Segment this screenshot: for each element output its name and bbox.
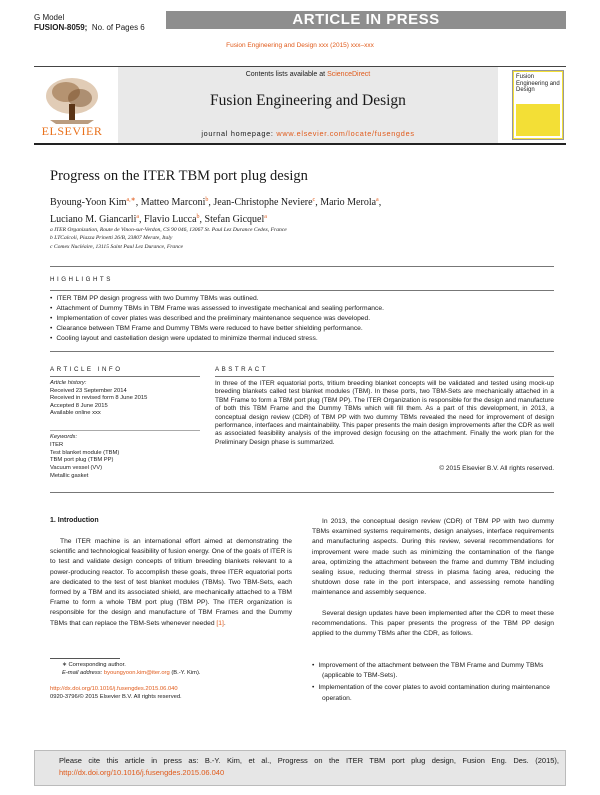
keyword: Test blanket module (TBM) xyxy=(50,449,120,456)
email-suffix: (B.-Y. Kim). xyxy=(169,670,201,677)
journal-cover-title: Fusion Engineering and Design xyxy=(516,74,560,93)
journal-title: Fusion Engineering and Design xyxy=(210,92,406,109)
abstract-text: In three of the ITER equatorial ports, tritium breeding blanket concepts will be validated and tested using mock-up breeding blankets called test blanket modules (TBM). In these ports, two TBM-Sets are mechanically attached in a TBM Frame to form a TBM port plug (TBM PP). The ITER Organization is responsible for the design and manufacture of both this TBM Frame and the Dummy TBMs which will fill them. As a part of this development, in 2013, a conceptual design review (CDR) of TBM PP with two dummy TBMs revealed the need for improvement of design performance, interfaces and maintainability. This paper presents the main design improvements after the CDR as well as associated feasibility analysis of the improved design focusing on the attachment. Finally the work plan for the Preliminary Design phase is summarized. xyxy=(215,380,554,446)
section-heading: 1. Introduction xyxy=(50,517,99,524)
history-item: Accepted 8 June 2015 xyxy=(50,402,108,409)
article-history xyxy=(50,380,200,418)
author-affil[interactable]: c xyxy=(312,197,316,203)
history-item: Received in revised form 8 June 2015 xyxy=(50,395,148,402)
updates-paragraph: Several design updates have been implemented after the CDR to meet these recommendations. This paper presents the progress of the TBM PP design applied to the dummy TBMs after the CDR, as follows. xyxy=(312,610,554,638)
history-item: Available online xxx xyxy=(50,410,101,417)
elsevier-wordmark: ELSEVIER xyxy=(41,124,103,138)
affiliations xyxy=(50,226,510,251)
homepage-prefix: journal homepage: xyxy=(201,129,277,138)
abstract-rule xyxy=(215,376,554,377)
keyword: ITER xyxy=(50,441,64,448)
affiliation: c Comex Nucléaire, 13115 Saint Paul Lez Durance, France xyxy=(50,243,183,250)
keyword: Vacuum vessel (VV) xyxy=(50,465,103,472)
abstract-copyright: © 2015 Elsevier B.V. All rights reserved. xyxy=(439,465,554,472)
author-name[interactable]: Luciano M. Giancarli xyxy=(50,214,137,225)
affiliation: b LTCalcoli, Piazza Prinetti 26/B, 23807 Merate, Italy xyxy=(50,235,173,242)
highlights-list xyxy=(50,294,550,344)
abstract-heading: ABSTRACT xyxy=(215,366,269,373)
keyword: Metallic gasket xyxy=(50,472,89,479)
author-name[interactable]: Mario Merola xyxy=(320,197,377,208)
improvement-item: • Improvement of the attachment between the TBM Frame and Dummy TBMs (applicable to TBM-Sets). xyxy=(312,661,554,681)
page-count: No. of Pages 6 xyxy=(91,23,145,32)
highlight-item: • Attachment of Dummy TBMs in TBM Frame was assessed to investigate mechanical and sealing performance. xyxy=(50,304,550,314)
highlights-rule-top xyxy=(50,266,554,267)
doi-link[interactable]: http://dx.doi.org/10.1016/j.fusengdes.2015.06.040 xyxy=(50,686,178,692)
authors-line-2: Luciano M. Giancarli$^a$, Flavio Lucca$^b$, Stefan Gicquel$^a$ xyxy=(50,214,267,225)
author-name[interactable]: Jean-Christophe Neviere xyxy=(213,197,313,208)
keyword: TBM port plug (TBM PP) xyxy=(50,457,114,464)
author-name[interactable]: Stefan Gicquel xyxy=(204,214,265,225)
manuscript-info xyxy=(34,13,145,33)
email-link[interactable]: byoungyoon.kim@iter.org xyxy=(103,670,170,677)
authors-line-1: Byoung-Yoon Kim$^{a,∗}$, Matteo Marconi$^b$, Jean-Christophe Neviere$^c$, Mario Merola$^a$, xyxy=(50,197,382,208)
cite-text: Please cite this article in press as: B.-Y. Kim, et al., Progress on the ITER TBM port plug design, Fusion Eng. Des. (2015), xyxy=(59,756,559,765)
highlight-item: • Cooling layout and castellation design were updated to minimize thermal induced stress. xyxy=(50,334,550,344)
author-affil[interactable]: a xyxy=(264,214,267,220)
issn-copyright: 0920-3796/© 2015 Elsevier B.V. All rights reserved. xyxy=(50,694,182,701)
author-affil[interactable]: a,∗ xyxy=(126,197,136,203)
highlights-rule-bottom xyxy=(50,351,554,352)
contents-available-line xyxy=(118,71,498,78)
author-affil[interactable]: a xyxy=(376,197,379,203)
article-in-press-banner: ARTICLE IN PRESS xyxy=(166,11,566,29)
journal-reference[interactable]: Fusion Engineering and Design xxx (2015) xxx–xxx xyxy=(226,42,374,49)
author-affil[interactable]: b xyxy=(196,214,200,220)
doi-block xyxy=(50,685,300,702)
history-item: Received 23 September 2014 xyxy=(50,387,127,394)
intro-text: The ITER machine is an international effort aimed at demonstrating the scientific and technological feasibility of fusion energy. One of the goals of ITER is to test and validate design concepts of tritium breeding blankets relevant to a power-producing reactor. To accomplish these goals, three ITER equatorial ports are dedicated to the test of test blanket modules (TBMs). Two TBM-Sets, each formed by a TBM and its associated shield, are mechanically attached to a TBM Frame to form a whole TBM port plug (TBM PP). The ITER organization is responsible for the design and manufacture of TBM Frames and the Dummy TBMs that can replace the TBM-Sets whenever needed xyxy=(50,538,292,627)
gmodel-label: G Model xyxy=(34,13,65,22)
author-name[interactable]: Matteo Marconi xyxy=(140,197,206,208)
keywords-rule xyxy=(50,430,200,431)
author-affil[interactable]: a xyxy=(136,214,140,220)
intro-paragraph xyxy=(50,537,292,629)
journal-homepage xyxy=(118,129,498,138)
homepage-link[interactable]: www.elsevier.com/locate/fusengdes xyxy=(276,129,415,138)
masthead-bottom-rule xyxy=(34,143,566,145)
highlights-rule-mid xyxy=(50,290,554,291)
email-label: E-mail address: xyxy=(62,670,104,677)
author-name[interactable]: Byoung-Yoon Kim xyxy=(50,197,127,208)
author-name[interactable]: Flavio Lucca xyxy=(144,214,197,225)
highlights-heading: HIGHLIGHTS xyxy=(50,276,113,283)
intro-end: . xyxy=(223,619,226,627)
citation-ref-link[interactable]: [1] xyxy=(216,619,224,627)
cite-this-article xyxy=(59,755,559,778)
contents-prefix: Contents lists available at xyxy=(245,71,328,78)
corresponding-author-footnote xyxy=(62,661,292,678)
improvements-list xyxy=(312,661,554,706)
front-matter-rule xyxy=(50,492,554,493)
author-list xyxy=(50,193,530,227)
article-info-rule xyxy=(50,376,200,377)
keywords xyxy=(50,434,200,481)
journal-cover-band xyxy=(516,104,560,136)
cite-doi-link[interactable]: http://dx.doi.org/10.1016/j.fusengdes.2015.06.040 xyxy=(59,767,225,777)
highlight-item: • Implementation of cover plates was described and the preliminary maintenance sequence was developed. xyxy=(50,314,550,324)
article-title: Progress on the ITER TBM port plug design xyxy=(50,168,308,184)
sciencedirect-link[interactable]: ScienceDirect xyxy=(327,71,371,78)
cdr-paragraph: In 2013, the conceptual design review (CDR) of TBM PP with two dummy TBMs examined systems requirements, design analyses, interface requirements and manufacturing aspects. During this review, several recommendations for improvement were made such as minimizing the contamination of the flange area, optimizing the attachment between the frame and dummy TBM including sealing issue, reducing thermal stress in plasma facing area, reducing the shutdown dose rate in the port interspace, and assessing remote handling maintenance and assembly sequence. xyxy=(312,518,554,597)
footnote-rule xyxy=(50,658,120,659)
corresponding-author: ∗ Corresponding author. xyxy=(62,662,126,668)
article-info-heading: ARTICLE INFO xyxy=(50,366,123,373)
improvement-item: • Implementation of the cover plates to avoid contamination during maintenance operation. xyxy=(312,683,554,703)
highlight-item: • ITER TBM PP design progress with two Dummy TBMs was outlined. xyxy=(50,294,550,304)
manuscript-id: FUSION-8059; xyxy=(34,23,88,32)
author-affil[interactable]: b xyxy=(205,197,209,203)
history-label: Article history: xyxy=(50,380,87,386)
highlight-item: • Clearance between TBM Frame and Dummy TBMs were reduced to have better shielding performance. xyxy=(50,324,550,334)
affiliation: a ITER Organization, Route de Vinon-sur-Verdon, CS 90 046, 13067 St. Paul Lez Durance Cedex, France xyxy=(50,227,287,233)
keywords-label: Keywords: xyxy=(50,434,78,440)
